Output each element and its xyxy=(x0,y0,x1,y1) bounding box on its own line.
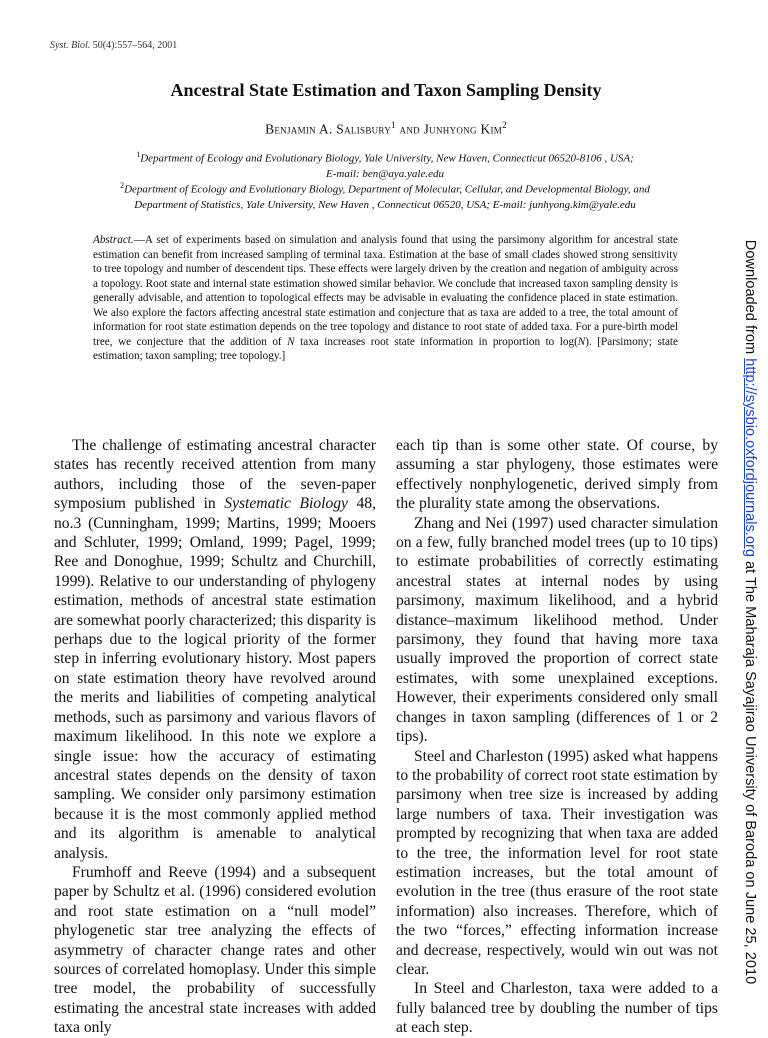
author-2: Junhyong Kim xyxy=(423,121,503,137)
journal-volume-pages: 50(4):557–564, 2001 xyxy=(92,40,178,51)
paper-title: Ancestral State Estimation and Taxon Sampling Density xyxy=(170,80,602,100)
author-1-affil-mark: 1 xyxy=(391,120,396,130)
author-line xyxy=(60,120,712,138)
author-2-affil-mark: 2 xyxy=(502,120,507,130)
abstract-label: Abstract. xyxy=(93,234,134,246)
body-column-left xyxy=(54,436,376,1038)
author-conjunction: and xyxy=(399,121,420,137)
affiliation-2-line-1: $^2$Department of Ecology and Evolutionary Biology, Department of Molecular, Cellular, and Developmental Biology, and xyxy=(120,181,650,196)
affiliation-1 xyxy=(40,147,730,182)
download-watermark: Downloaded from http://sysbio.oxfordjournals.org at The Maharaja Sayajirao University of Baroda on June 25, 2010 xyxy=(742,239,758,985)
body-paragraph: each tip than is some other state. Of course, by assuming a star phylogeny, those estimates were effectively nonphylogenetic, derived simply from the plurality state among the observations. xyxy=(396,437,718,513)
affiliation-2-mark: 2 xyxy=(120,181,125,190)
affiliation-1-email: E-mail: ben@aya.yale.edu xyxy=(326,167,444,180)
body-column-right xyxy=(396,436,718,1038)
journal-site-link[interactable]: http://sysbio.oxfordjournals.org xyxy=(742,358,758,557)
abstract: Abstract.—A set of experiments based on simulation and analysis found that using the parsimony algorithm for ancestral state estimation can benefit from increased sampling of terminal taxa. Estimation at the base of small clades showed strong sensitivity to tree topology and number of descendent tips. These effects were largely driven by the creation and negation of ambiguity across a topology. Root state and internal state estimation showed similar behavior. We conclude that increased taxon sampling density is generally advisable, and attention to topological effects may be advisable in evaluating the confidence placed in state estimation. We also explore the factors affecting ancestral state estimation and conjecture that as taxa are added to a tree, the total amount of information for root state estimation depends on the tree topology and distance to root state of added taxa. For a pure-birth model tree, we conjecture that the addition of N taxa increases root state information in proportion to log(N). [Parsimony; state estimation; taxon sampling; tree topology.] xyxy=(93,234,678,362)
affiliation-1-mark: 1 xyxy=(136,150,141,159)
body-paragraph: Zhang and Nei (1997) used character simulation on a few, fully branched model trees (up to 10 tips) to estimate probabilities of correctly estimating ancestral states at internal nodes by using parsimony, maximum likelihood, and a hybrid distance–maximum likelihood method. Under parsimony, they found that having more taxa usually improved the proportion of correct state estimates, with some unexplained exceptions. However, their experiments considered only small changes in taxon sampling (differences of 1 or 2 tips). xyxy=(396,514,718,746)
body-paragraph: Steel and Charleston (1995) asked what happens to the probability of correct root state estimation by parsimony when tree size is increased by adding large numbers of taxa. Their investigation was prompted by recognizing that when taxa are added to the tree, the information level for root state estimation increases, but the total amount of evolution in the tree (thus erasure of the root state information) also increases. Therefore, which of the two “forces,” effecting information increase and decrease, respectively, would win out was not clear. xyxy=(396,747,718,978)
author-1: Benjamin A. Salisbury xyxy=(265,121,392,137)
journal-name: Syst. Biol. xyxy=(50,40,91,51)
body-paragraph: In Steel and Charleston, taxa were added to a fully balanced tree by doubling the number of tips at each step. xyxy=(396,980,718,1037)
affiliation-1-line-1: $^1$Department of Ecology and Evolutionary Biology, Yale University, New Haven, Connecticut 06520-8106 , USA; xyxy=(136,150,634,165)
journal-citation xyxy=(50,40,177,51)
affiliation-2 xyxy=(40,178,730,213)
body-paragraph: The challenge of estimating ancestral character states has recently received attention from many authors, including those of the seven-paper symposium published in Systematic Biology 48, no.3 (Cunningham, 1999; Martins, 1999; Mooers and Schluter, 1999; Omland, 1999; Pagel, 1999; Ree and Donoghue, 1999; Schultz and Churchill, 1999). Relative to our understanding of phylogeny estimation, methods of ancestral state estimation are somewhat poorly characterized; this disparity is perhaps due to the logical priority of the former step in inferring evolutionary history. Most papers on state estimation theory have revolved around the merits and liabilities of competing analytical methods, such as parsimony and various flavors of maximum likelihood. In this note we explore a single issue: how the accuracy of estimating ancestral states depends on the density of taxon sampling. We consider only parsimony estimation because it is the most commonly applied method and its algorithm is amenable to analytical analysis. xyxy=(54,437,376,862)
body-paragraph: Frumhoff and Reeve (1994) and a subsequent paper by Schultz et al. (1996) considered evolution and root state estimation on a “null model” phylogenetic star tree analyzing the effects of asymmetry of character change rates and other sources of correlated homoplasy. Under this simple tree model, the probability of successfully estimating the ancestral state increases with added taxa only xyxy=(54,863,376,1037)
affiliation-2-line-2: Department of Statistics, Yale University, New Haven , Connecticut 06520, USA; E-mail: junhyong.kim@yale.edu xyxy=(134,198,636,211)
journal-reference: Systematic Biology xyxy=(224,495,348,513)
